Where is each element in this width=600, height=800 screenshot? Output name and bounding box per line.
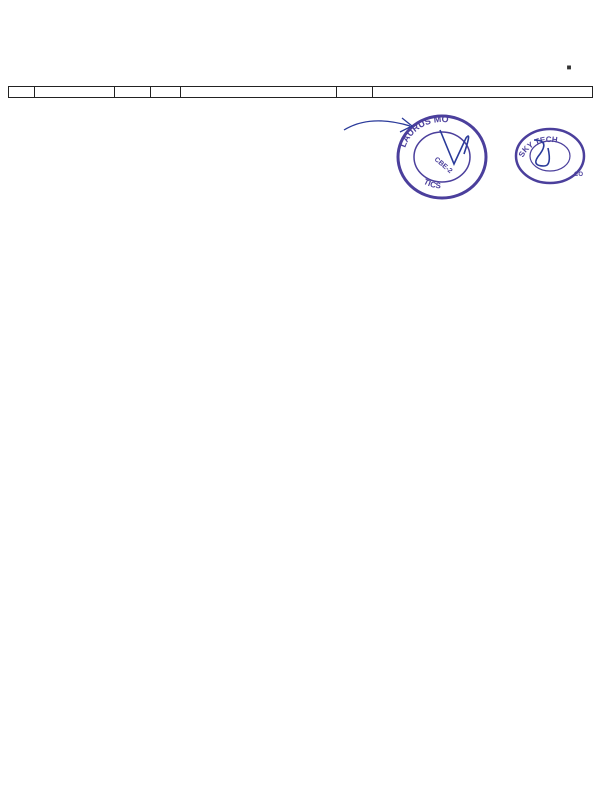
col-header-weight bbox=[115, 87, 151, 98]
laurus-signature-icon bbox=[436, 124, 476, 174]
svg-text:CBE-2: CBE-2 bbox=[432, 156, 454, 176]
col-header-consignment bbox=[35, 87, 115, 98]
col-header-consignee bbox=[181, 87, 337, 98]
edge-mark-icon: ▪ bbox=[566, 62, 573, 73]
table-header-row bbox=[9, 87, 593, 98]
runsheet-table bbox=[8, 86, 593, 98]
arrow-mark-icon bbox=[340, 106, 420, 146]
svg-text:LAURUS MO: LAURUS MO bbox=[397, 113, 449, 149]
col-header-remarks bbox=[337, 87, 373, 98]
skytech-signature-icon bbox=[526, 136, 556, 176]
svg-text:CO: CO bbox=[574, 172, 583, 178]
svg-text:SKY TECH: SKY TECH bbox=[516, 134, 559, 159]
col-header-sno bbox=[9, 87, 35, 98]
col-header-pcs bbox=[151, 87, 181, 98]
svg-text:TICS: TICS bbox=[422, 177, 442, 191]
barcode-image bbox=[228, 42, 352, 64]
col-header-seal bbox=[373, 87, 593, 98]
